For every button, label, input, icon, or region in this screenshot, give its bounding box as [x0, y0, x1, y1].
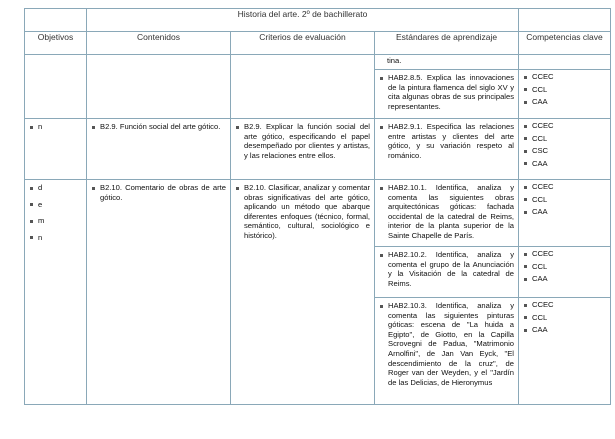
table-title: Historia del arte. 2º de bachillerato [87, 9, 519, 32]
competencia-item: CCL [523, 85, 606, 95]
contenidos-cell [87, 180, 231, 405]
competencia-item: CCEC [523, 249, 606, 259]
table-row [25, 180, 611, 247]
col-header-objetivos: Objetivos [25, 32, 87, 55]
standard-text: HAB2.8.5. Explica las innovaciones de la pintura flamenca del siglo XV y cita algunas obras de sus principales representantes. [379, 73, 514, 111]
competencia-item: CAA [523, 207, 606, 217]
curriculum-table [24, 8, 611, 405]
col-header-competencias: Competencias clave [519, 32, 611, 55]
competencia-item: CCL [523, 134, 606, 144]
objetivo-item: n [29, 122, 82, 132]
criterios-cell [231, 180, 375, 405]
col-header-estandares: Estándares de aprendizaje [375, 32, 519, 55]
standard-cell [375, 298, 519, 405]
objetivos-cell [25, 119, 87, 180]
competencia-item: CAA [523, 97, 606, 107]
competencia-item: CCL [523, 313, 606, 323]
criterio-text: B2.9. Explicar la función social del arte gótico, especificando el papel desempeñado por clientes y artistas, y las relaciones entre ellos. [235, 122, 370, 160]
competencia-item: CCEC [523, 121, 606, 131]
col-header-contenidos: Contenidos [87, 32, 231, 55]
col-header-criterios: Criterios de evaluación [231, 32, 375, 55]
competencias-cell [519, 180, 611, 247]
objetivos-cell [25, 180, 87, 405]
competencias-cell [519, 298, 611, 405]
competencia-item: CCEC [523, 182, 606, 192]
objetivo-item: m [29, 216, 82, 226]
header-spacer [25, 9, 87, 32]
competencias-cell [519, 119, 611, 180]
standard-cell [375, 119, 519, 180]
contenido-text: B2.10. Comentario de obras de arte gótico. [91, 183, 226, 202]
table-row [25, 119, 611, 180]
contenidos-cell [87, 119, 231, 180]
standard-text: HAB2.10.2. Identifica, analiza y comenta el grupo de la Anunciación y la Visitación de la catedral de Reims. [379, 250, 514, 288]
competencia-item: CCL [523, 195, 606, 205]
standard-text: HAB2.9.1. Especifica las relaciones entre artistas y clientes del arte gótico, y su variación respeto al románico. [379, 122, 514, 160]
criterio-text: B2.10. Clasificar, analizar y comentar obras significativas del arte gótico, aplicando un método que abarque diferentes enfoques (técnico, formal, semántico, cultural, sociológico e histórico). [235, 183, 370, 241]
competencias-cell [519, 247, 611, 298]
competencia-item: CAA [523, 274, 606, 284]
standard-cell [375, 55, 519, 70]
competencia-item: CSC [523, 146, 606, 156]
competencias-cell [519, 55, 611, 70]
header-spacer [519, 9, 611, 32]
competencia-item: CAA [523, 159, 606, 169]
competencia-item: CCEC [523, 300, 606, 310]
standard-text: HAB2.10.3. Identifica, analiza y comenta las siguientes pinturas góticas: escena de "La huida a Egipto", de Giotto, en la Capilla Scrovegni de Padua, "Matrimonio Arnolfini", de Jan Van Eyck, "El descendimiento de la cruz", de Roger van der Weyden, y el "Jardín de las Delicias, de Hieronymus [379, 301, 514, 387]
competencia-item: CCEC [523, 72, 606, 82]
criterios-cell [231, 55, 375, 119]
criterios-cell [231, 119, 375, 180]
standard-clip [375, 298, 518, 404]
standard-cell [375, 180, 519, 247]
competencia-item: CAA [523, 325, 606, 335]
standard-text: HAB2.10.1. Identifica, analiza y comenta las siguientes obras arquitectónicas góticas: fachada occidental de la catedral de Reims, interior de la planta superior de la Sainte Chapelle de París. [379, 183, 514, 241]
objetivo-item: e [29, 200, 82, 210]
objetivos-cell [25, 55, 87, 119]
contenidos-cell [87, 55, 231, 119]
standard-cell [375, 70, 519, 119]
objetivo-item: n [29, 233, 82, 243]
objetivo-item: d [29, 183, 82, 193]
table-row [25, 55, 611, 70]
contenido-text: B2.9. Función social del arte gótico. [91, 122, 226, 132]
standard-cell [375, 247, 519, 298]
competencia-item: CCL [523, 262, 606, 272]
competencias-cell [519, 70, 611, 119]
standard-text: tina. [387, 56, 402, 65]
